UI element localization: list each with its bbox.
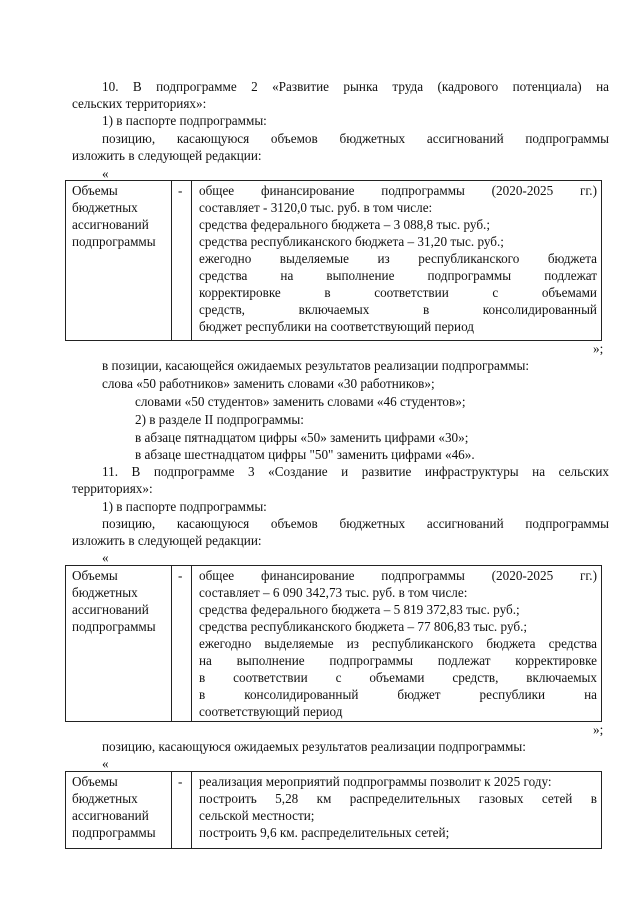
table-label-line: Объемы [72,183,118,198]
p11-heading-line1: 11. В подпрограмме 3 «Создание и развитие инфраструктуры на сельских [102,464,609,479]
table-divider [171,771,172,849]
table-label-line: ассигнований [72,602,149,617]
p10-heading-line2: сельских территориях»: [72,96,207,111]
table-text-line: ежегодно выделяемые из республиканского бюджета [199,251,597,266]
table-divider [191,565,192,722]
p10-after-line5: в абзаце пятнадцатом цифры «50» заменить цифрами «30»; [135,430,469,445]
table-text-line: средства федерального бюджета – 5 819 372,83 тыс. руб.; [199,602,520,617]
table-divider [191,180,192,341]
p11-funding-table [65,565,602,722]
table-label-line: Объемы [72,774,118,789]
table-label-line: подпрограммы [72,234,156,249]
table-divider [191,771,192,849]
table-text-line: ежегодно выделяемые из республиканского бюджета средства [199,636,597,651]
p11-open-quote2: « [102,756,109,771]
p11-item1: 1) в паспорте подпрограммы: [102,499,267,514]
table-text-line: средства на выполнение подпрограммы подлежат [199,268,597,283]
table-label-line: бюджетных [72,791,138,806]
p10-item1: 1) в паспорте подпрограммы: [102,113,267,128]
p10-after-line3: словами «50 студентов» заменить словами «46 студентов»; [135,394,466,409]
table-label-line: Объемы [72,568,118,583]
table-text-line: реализация мероприятий подпрограммы позволит к 2025 году: [199,774,552,789]
table-text-line: средства республиканского бюджета – 31,20 тыс. руб.; [199,234,504,249]
p10-after-line1: в позиции, касающейся ожидаемых результатов реализации подпрограммы: [102,358,530,373]
table-text-line: на выполнение подпрограммы подлежат корректировке [199,653,597,668]
table-text-line: общее финансирование подпрограммы (2020-2025 гг.) [199,568,597,583]
p11-open-quote: « [102,550,109,565]
table-text-line: в консолидированный бюджет республики на [199,687,597,702]
table-label-line: ассигнований [72,217,149,232]
table-label-line: подпрограммы [72,619,156,634]
table-text-line: составляет – 6 090 342,73 тыс. руб. в том числе: [199,585,468,600]
table-dash: - [178,774,183,789]
p10-heading-line1: 10. В подпрограмме 2 «Развитие рынка труда (кадрового потенциала) на [102,79,609,94]
table-text-line: построить 9,6 км. распределительных сетей; [199,825,450,840]
p10-close-quote: »; [593,341,604,356]
table-text-line: составляет - 3120,0 тыс. руб. в том числе: [199,200,433,215]
table-text-line: общее финансирование подпрограммы (2020-2025 гг.) [199,183,597,198]
table-text-line: средства федерального бюджета – 3 088,8 тыс. руб.; [199,217,491,232]
table-text-line: средств, включаемых в консолидированный [199,302,597,317]
table-text-line: сельской местности; [199,808,315,823]
p10-after-line2: слова «50 работников» заменить словами «30 работников»; [102,376,435,391]
p10-position-line2: изложить в следующей редакции: [72,148,262,163]
table-text-line: бюджет республики на соответствующий период [199,319,474,334]
table-text-line: соответствующий период [199,704,343,719]
table-text-line: построить 5,28 км распределительных газовых сетей в [199,791,597,806]
table-text-line: корректировке в соответствии с объемами [199,285,597,300]
table-label-line: подпрограммы [72,825,156,840]
p11-close-quote: »; [593,722,604,737]
table-label-line: бюджетных [72,585,138,600]
table-divider [171,565,172,722]
p11-heading-line2: территориях»: [72,481,153,496]
p10-after-line6: в абзаце шестнадцатом цифры "50" заменить цифрами «46». [135,447,475,462]
table-dash: - [178,568,183,583]
table-text-line: средства республиканского бюджета – 77 806,83 тыс. руб.; [199,619,528,634]
p11-position-line2: изложить в следующей редакции: [72,533,262,548]
p10-open-quote: « [102,166,109,181]
table-divider [171,180,172,341]
table-dash: - [178,183,183,198]
p11-position3: позицию, касающуюся ожидаемых результатов реализации подпрограммы: [102,739,526,754]
p11-results-table [65,771,602,849]
table-text-line: в соответствии с объемами средств, включаемых [199,670,597,685]
table-label-line: бюджетных [72,200,138,215]
p10-funding-table [65,180,602,341]
p10-after-line4: 2) в разделе II подпрограммы: [135,412,304,427]
p10-position-line1: позицию, касающуюся объемов бюджетных ассигнований подпрограммы [102,131,609,146]
p11-position-line1: позицию, касающуюся объемов бюджетных ассигнований подпрограммы [102,516,609,531]
table-label-line: ассигнований [72,808,149,823]
